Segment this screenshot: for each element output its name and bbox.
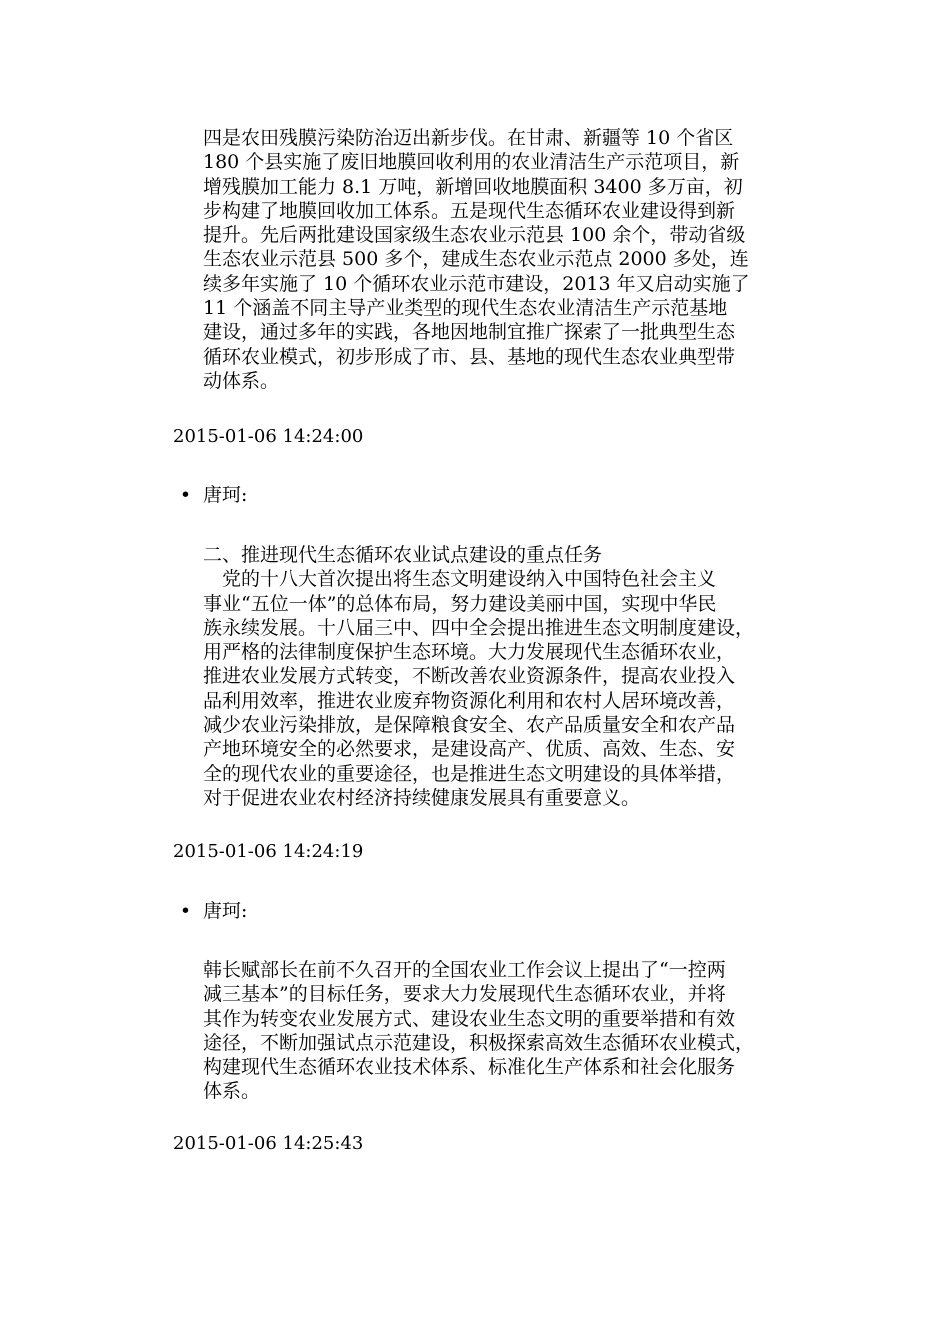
bullet-icon: • bbox=[179, 484, 192, 506]
text-line: 循环农业模式，初步形成了市、县、基地的现代生态农业典型带 bbox=[203, 345, 736, 368]
message-timestamp: 2015-01-06 14:24:19 bbox=[173, 841, 364, 862]
author-name: 唐珂: bbox=[203, 484, 248, 506]
text-line: 四是农田残膜污染防治迈出新步伐。在甘肃、新疆等 10 个省区 bbox=[203, 127, 734, 149]
text-line: 提升。先后两批建设国家级生态农业示范县 100 余个，带动省级 bbox=[203, 224, 746, 247]
text-line: 对于促进农业农村经济持续健康发展具有重要意义。 bbox=[203, 786, 641, 809]
author-name: 唐珂: bbox=[203, 900, 248, 922]
text-line: 动体系。 bbox=[203, 369, 280, 392]
bullet-icon: • bbox=[179, 900, 192, 922]
text-line: 生态农业示范县 500 多个，建成生态农业示范点 2000 多处，连 bbox=[203, 248, 749, 271]
text-line: 180 个县实施了废旧地膜回收利用的农业清洁生产示范项目，新 bbox=[203, 151, 740, 174]
text-line: 其作为转变农业发展方式、建设农业生态文明的重要举措和有效 bbox=[203, 1007, 736, 1030]
author-row bbox=[168, 899, 247, 923]
text-line: 品利用效率，推进农业废弃物资源化利用和农村人居环境改善， bbox=[203, 689, 736, 712]
text-line: 产地环境安全的必然要求，是建设高产、优质、高效、生态、安 bbox=[203, 738, 736, 761]
text-line: 步构建了地膜回收加工体系。五是现代生态循环农业建设得到新 bbox=[203, 199, 736, 222]
message-body bbox=[203, 958, 823, 1104]
message-timestamp: 2015-01-06 14:24:00 bbox=[173, 426, 364, 447]
text-line: 续多年实施了 10 个循环农业示范市建设，2013 年又启动实施了 bbox=[203, 272, 750, 295]
text-line: 途径，不断加强试点示范建设，积极探索高效生态循环农业模式， bbox=[203, 1031, 755, 1054]
text-line: 党的十八大首次提出将生态文明建设纳入中国特色社会主义 bbox=[203, 568, 717, 591]
author-row bbox=[168, 483, 247, 507]
text-line: 全的现代农业的重要途径，也是推进生态文明建设的具体举措， bbox=[203, 762, 736, 785]
message-body bbox=[203, 543, 823, 810]
text-line: 韩长赋部长在前不久召开的全国农业工作会议上提出了“一控两 bbox=[203, 959, 726, 981]
text-line: 事业“五位一体”的总体布局，努力建设美丽中国，实现中华民 bbox=[203, 592, 717, 615]
text-line: 用严格的法律制度保护生态环境。大力发展现代生态循环农业， bbox=[203, 641, 736, 664]
text-line: 推进农业发展方式转变，不断改善农业资源条件，提高农业投入 bbox=[203, 665, 736, 688]
section-heading: 二、推进现代生态循环农业试点建设的重点任务 bbox=[203, 544, 603, 566]
text-line: 建设，通过多年的实践，各地因地制宜推广探索了一批典型生态 bbox=[203, 321, 736, 344]
text-line: 构建现代生态循环农业技术体系、标准化生产体系和社会化服务 bbox=[203, 1056, 736, 1079]
message-body bbox=[203, 126, 823, 393]
text-line: 减三基本”的目标任务，要求大力发展现代生态循环农业，并将 bbox=[203, 983, 726, 1006]
text-line: 体系。 bbox=[203, 1080, 261, 1103]
text-line: 增残膜加工能力 8.1 万吨，新增回收地膜面积 3400 多万亩，初 bbox=[203, 175, 743, 198]
text-line: 族永续发展。十八届三中、四中全会提出推进生态文明制度建设， bbox=[203, 616, 755, 639]
text-line: 11 个涵盖不同主导产业类型的现代生态农业清洁生产示范基地 bbox=[203, 297, 728, 320]
text-line: 减少农业污染排放，是保障粮食安全、农产品质量安全和农产品 bbox=[203, 714, 736, 737]
message-timestamp: 2015-01-06 14:25:43 bbox=[173, 1133, 364, 1154]
